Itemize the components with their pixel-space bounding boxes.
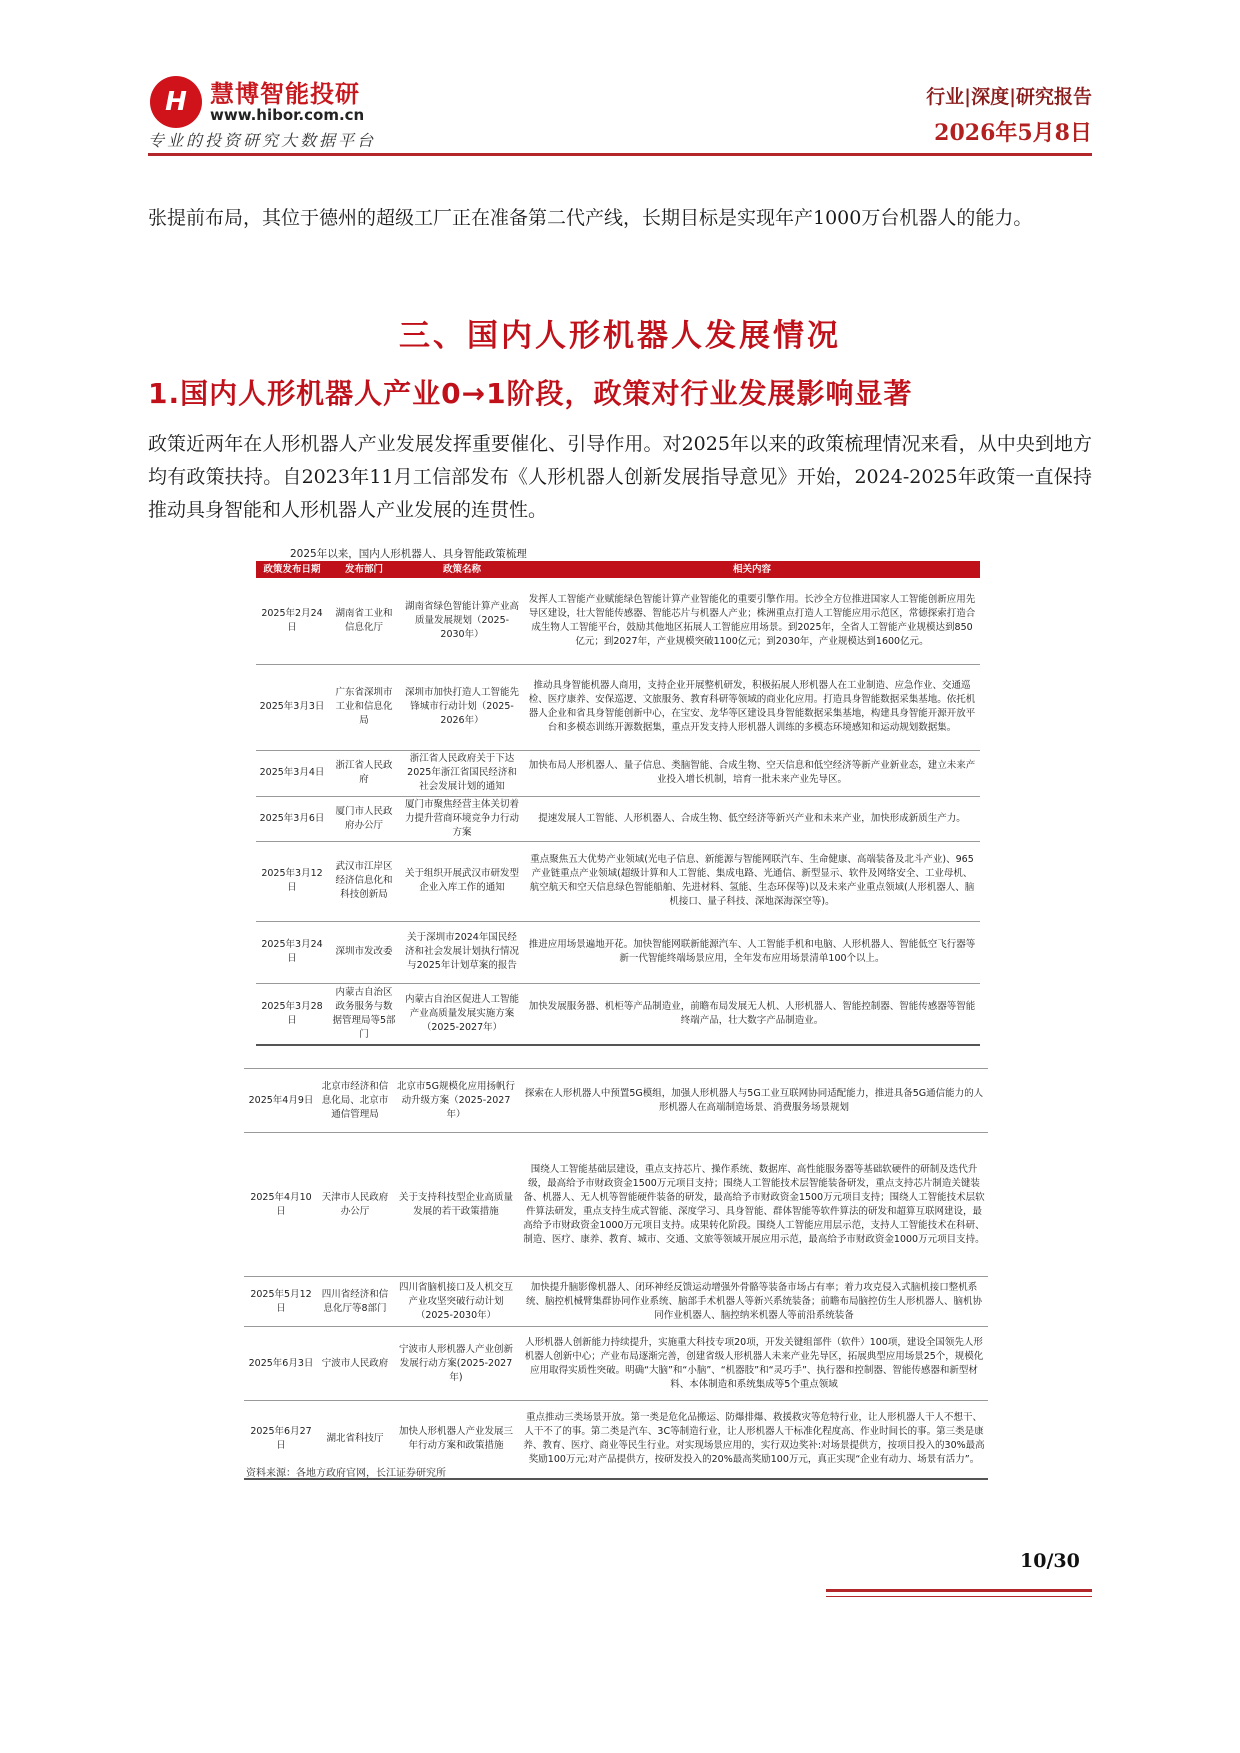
cell-content: 推进应用场景遍地开花。加快智能网联新能源汽车、人工智能手机和电脑、人形机器人、智能低空飞行器等新一代智能终端场景应用，全年发布应用场景清单100个以上。 [524, 921, 980, 983]
cell-dept: 广东省深圳市工业和信息化局 [328, 664, 400, 750]
cell-name: 浙江省人民政府关于下达2025年浙江省国民经济和社会发展计划的通知 [400, 750, 524, 796]
cell-content: 围绕人工智能基础层建设，重点支持芯片、操作系统、数据库、高性能服务器等基础软硬件的研制及迭代升级，最高给予市财政资金1500万元项目支持；围绕人工智能技术层智能装备研发，重点支持芯片制造关键装备、机器人、无人机等智能硬件装备的研发，最高给予市财政资金1500万元项目支持；围绕人工智能技术层软件算法研发，重点支持生成式智能、深度学习、具身智能、群体智能等软件算法的研发和超算互联网建设，最高给予市财政资金1000万元项目支持。成果转化阶段。围绕人工智能应用层示范，支持人工智能技术在科研、制造、医疗、康养、教育、城市、交通、文旅等领域开展应用示范，最高给予市财政资金1000万元项目支持。 [520, 1133, 988, 1277]
cell-name: 关于深圳市2024年国民经济和社会发展计划执行情况与2025年计划草案的报告 [400, 921, 524, 983]
report-date: 2026年5月8日 [934, 120, 1092, 146]
section-title: 三、国内人形机器人发展情况 [399, 318, 841, 354]
cell-dept: 深圳市发改委 [328, 921, 400, 983]
table-row [244, 1277, 988, 1327]
table-row [256, 983, 980, 1045]
cell-dept: 四川省经济和信息化厅等8部门 [318, 1277, 392, 1327]
table-row [256, 841, 980, 921]
header-content: 相关内容 [524, 561, 980, 578]
cell-date: 2025年2月24日 [256, 578, 328, 664]
cell-date: 2025年3月28日 [256, 983, 328, 1045]
cell-date: 2025年3月6日 [256, 796, 328, 841]
cell-name: 四川省脑机接口及人机交互产业攻坚突破行动计划（2025-2030年） [392, 1277, 520, 1327]
page-header [148, 74, 1092, 156]
policy-table-part2 [244, 1068, 988, 1480]
cell-content: 加快提升脑影像机器人、闭环神经反馈运动增强外骨骼等装备市场占有率；着力攻克侵入式脑机接口整机系统、脑控机械臂集群协同作业系统、脑部手术机器人等新兴系统装备；前瞻布局脑控仿生人形机器人、脑机协同作业机器人、脑控纳米机器人等前沿系统装备 [520, 1277, 988, 1327]
cell-dept: 武汉市江岸区经济信息化和科技创新局 [328, 841, 400, 921]
cell-date: 2025年3月4日 [256, 750, 328, 796]
table-source-note: 资料来源：各地方政府官网，长江证券研究所 [246, 1468, 446, 1479]
table-row [244, 1327, 988, 1401]
cell-dept: 宁波市人民政府 [318, 1327, 392, 1401]
table-row [256, 921, 980, 983]
report-type: 行业|深度|研究报告 [926, 86, 1092, 108]
body-paragraph: 政策近两年在人形机器人产业发展发挥重要催化、引导作用。对2025年以来的政策梳理情况来看，从中央到地方均有政策扶持。自2023年11月工信部发布《人形机器人创新发展指导意见》开始，2024-2025年政策一直保持推动具身智能和人形机器人产业发展的连贯性。 [148, 433, 1092, 521]
cell-content: 重点推动三类场景开放。第一类是危化品搬运、防爆排爆、救援救灾等危特行业，让人形机器人干人不想干、人干不了的事。第二类是汽车、3C等制造行业，让人形机器人干标准化程度高、作业时间长的事。第三类是康养、教育、医疗、商业等民生行业。对实现场景应用的，实行双边奖补:对场景提供方，按项目投入的30%最高奖励100万元;对产品提供方，按研发投入的20%最高奖励100万元，真正实现“企业有动力、场景有活力”。 [520, 1401, 988, 1479]
table-row [256, 750, 980, 796]
cell-dept: 湖北省科技厅 [318, 1401, 392, 1479]
logo-slogan: 专业的投资研究大数据平台 [148, 131, 377, 150]
cell-dept: 北京市经济和信息化局、北京市通信管理局 [318, 1069, 392, 1133]
page-number: 10/30 [1020, 1550, 1080, 1572]
table-caption: 2025年以来，国内人形机器人、具身智能政策梳理 [290, 548, 527, 560]
table-row [256, 578, 980, 664]
cell-content: 推动具身智能机器人商用，支持企业开展整机研发，积极拓展人形机器人在工业制造、应急作业、交通巡检、医疗康养、安保巡逻、文旅服务、教育科研等领域的商业化应用。打造具身智能数据采集基地。依托机器人企业和省具身智能创新中心，在宝安、龙华等区建设具身智能数据采集基地，构建具身智能开源开放平台和多模态训练开源数据集，重点开发支持人形机器人训练的多模态环境感知和运动规划数据集。 [524, 664, 980, 750]
cell-date: 2025年3月24日 [256, 921, 328, 983]
cell-content: 提速发展人工智能、人形机器人、合成生物、低空经济等新兴产业和未来产业，加快形成新质生产力。 [524, 796, 980, 841]
logo-name: 慧博智能投研 [210, 80, 360, 108]
footer-rule-thin [826, 1596, 1092, 1597]
cell-date: 2025年3月12日 [256, 841, 328, 921]
cell-date: 2025年5月12日 [244, 1277, 318, 1327]
cell-content: 探索在人形机器人中预置5G模组，加强人形机器人与5G工业互联网协同适配能力，推进具备5G通信能力的人形机器人在高端制造场景、消费服务场景规划 [520, 1069, 988, 1133]
cell-content: 加快布局人形机器人、量子信息、类脑智能、合成生物、空天信息和低空经济等新产业新业态，建立未来产业投入增长机制，培育一批未来产业先导区。 [524, 750, 980, 796]
cell-content: 加快发展服务器、机柜等产品制造业，前瞻布局发展无人机、人形机器人、智能控制器、智能传感器等智能终端产品，壮大数字产品制造业。 [524, 983, 980, 1045]
cell-name: 厦门市聚焦经营主体关切着力提升营商环境竞争力行动方案 [400, 796, 524, 841]
cell-date: 2025年6月27日 [244, 1401, 318, 1479]
footer-rule [826, 1589, 1092, 1592]
table-row [244, 1133, 988, 1277]
table-header-row [256, 561, 980, 578]
cell-name: 内蒙古自治区促进人工智能产业高质量发展实施方案（2025-2027年） [400, 983, 524, 1045]
cell-name: 北京市5G规模化应用扬帆行动升级方案（2025-2027年） [392, 1069, 520, 1133]
cell-dept: 内蒙古自治区政务服务与数据管理局等5部门 [328, 983, 400, 1045]
intro-paragraph: 张提前布局，其位于德州的超级工厂正在准备第二代产线，长期目标是实现年产1000万台机器人的能力。 [148, 207, 1033, 229]
policy-table-part1 [256, 561, 980, 1046]
cell-dept: 天津市人民政府办公厅 [318, 1133, 392, 1277]
cell-content: 发挥人工智能产业赋能绿色智能计算产业智能化的重要引擎作用。长沙全方位推进国家人工智能创新应用先导区建设，壮大智能传感器、智能芯片与机器人产业；株洲重点打造人工智能应用示范区，常德探索打造合成生物人工智能平台，鼓励其他地区拓展人工智能应用场景。到2025年，全省人工智能产业规模达到850亿元；到2027年，产业规模突破1100亿元；到2030年，产业规模达到1600亿元。 [524, 578, 980, 664]
cell-dept: 厦门市人民政府办公厅 [328, 796, 400, 841]
table-row [256, 664, 980, 750]
table-row [244, 1069, 988, 1133]
cell-content: 人形机器人创新能力持续提升，实施重大科技专项20项，开发关键组部件（软件）100项，建设全国领先人形机器人创新中心；产业布局逐渐完善，创建省级人形机器人未来产业先导区，拓展典型应用场景25个，规模化应用取得实质性突破。明确“大脑”和“小脑”、“机器肢”和“灵巧手”、执行器和控制器、智能传感器和新型材料、本体制造和系统集成等5个重点领域 [520, 1327, 988, 1401]
sub-title: 1.国内人形机器人产业0→1阶段，政策对行业发展影响显著 [148, 377, 913, 410]
cell-date: 2025年6月3日 [244, 1327, 318, 1401]
logo-url: www.hibor.com.cn [210, 106, 365, 124]
hibor-logo-icon: H [150, 76, 202, 128]
header-dept: 发布部门 [328, 561, 400, 578]
cell-name: 宁波市人形机器人产业创新发展行动方案(2025-2027年) [392, 1327, 520, 1401]
cell-content: 重点聚焦五大优势产业领域(光电子信息、新能源与智能网联汽车、生命健康、高端装备及北斗产业)、965产业链重点产业领域(超级计算和人工智能、集成电路、光通信、新型显示、软件及网络安全、工业母机、航空航天和空天信息绿色智能船舶、先进材料、氢能、生态环保等)以及未来产业重点领域(人形机器人、脑机接口、量子科技、深地深海深空等)。 [524, 841, 980, 921]
cell-date: 2025年4月9日 [244, 1069, 318, 1133]
cell-date: 2025年3月3日 [256, 664, 328, 750]
cell-date: 2025年4月10日 [244, 1133, 318, 1277]
header-divider [148, 153, 1092, 156]
header-date: 政策发布日期 [256, 561, 328, 578]
cell-name: 深圳市加快打造人工智能先锋城市行动计划（2025-2026年） [400, 664, 524, 750]
cell-name: 加快人形机器人产业发展三年行动方案和政策措施 [392, 1401, 520, 1479]
cell-name: 关于支持科技型企业高质量发展的若干政策措施 [392, 1133, 520, 1277]
table-row [256, 796, 980, 841]
header-name: 政策名称 [400, 561, 524, 578]
cell-dept: 浙江省人民政府 [328, 750, 400, 796]
cell-dept: 湖南省工业和信息化厅 [328, 578, 400, 664]
cell-name: 关于组织开展武汉市研发型企业入库工作的通知 [400, 841, 524, 921]
cell-name: 湖南省绿色智能计算产业高质量发展规划（2025-2030年） [400, 578, 524, 664]
